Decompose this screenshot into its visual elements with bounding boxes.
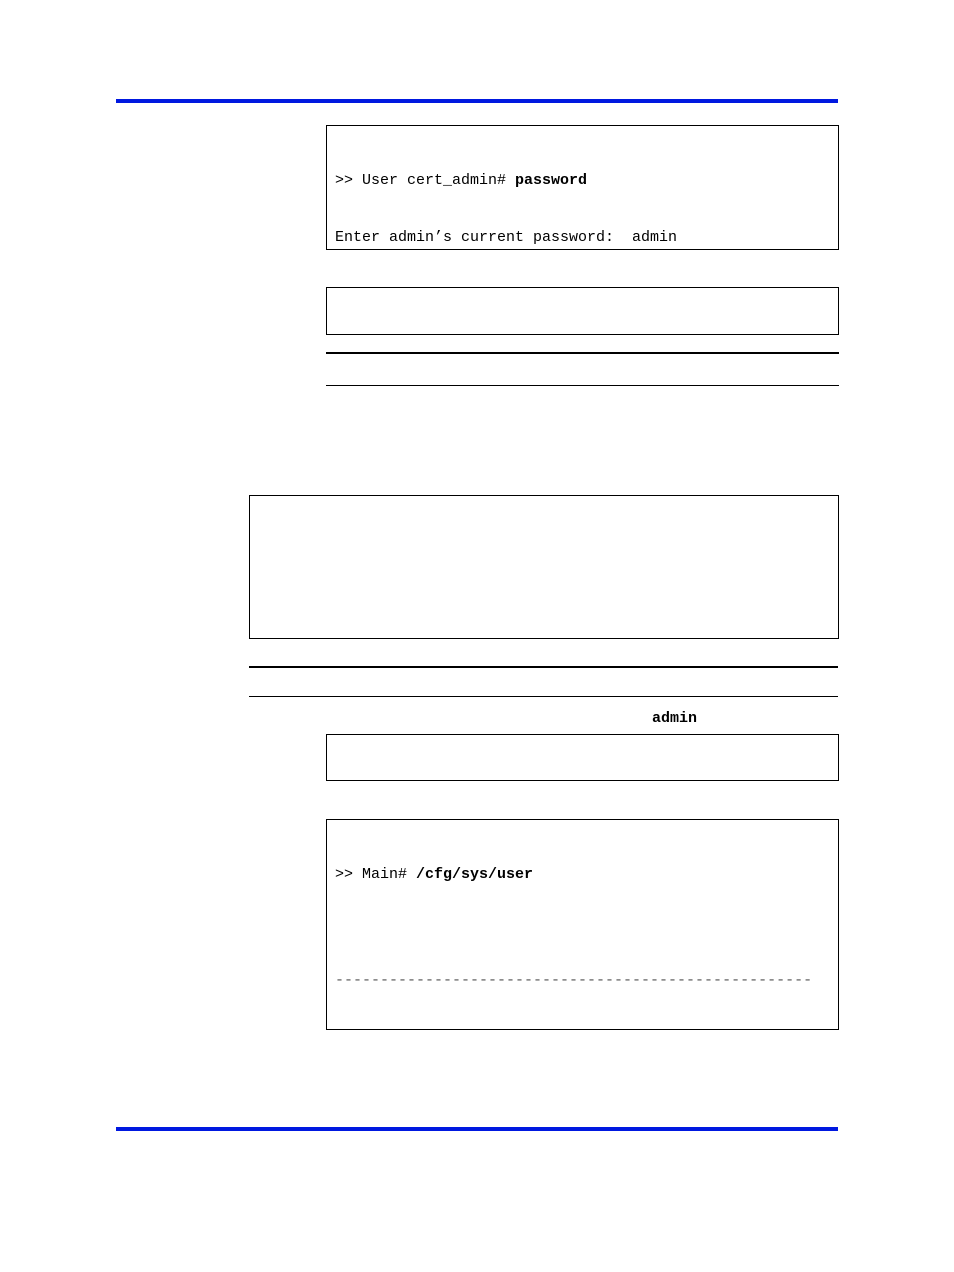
box5-line1: >> Main# /cfg/sys/user	[335, 865, 534, 883]
apply-command	[515, 334, 560, 335]
user-menu-box	[326, 819, 839, 1030]
box1-line2: Enter admin’s current password: admin	[335, 229, 678, 247]
top-rule	[116, 99, 838, 103]
empty-note-box	[249, 495, 839, 639]
bottom-rule	[116, 1127, 838, 1131]
login-box	[326, 734, 839, 781]
separator-line	[326, 352, 839, 354]
separator-line	[249, 666, 838, 668]
cfg-command: /cfg/sys/user	[416, 865, 534, 883]
box1-line1: >> User cert_admin# password	[335, 171, 588, 189]
separator-line	[326, 385, 839, 386]
box4-line1	[335, 780, 830, 781]
admin-label: admin	[652, 710, 698, 727]
dash-separator: -----------------------------------------------------	[335, 972, 813, 990]
dash-separator	[335, 1029, 830, 1030]
box2-line1	[335, 333, 830, 335]
password-command-box	[326, 125, 839, 250]
separator-line	[249, 696, 838, 697]
password-command: password	[515, 171, 588, 189]
apply-command-box	[326, 287, 839, 335]
